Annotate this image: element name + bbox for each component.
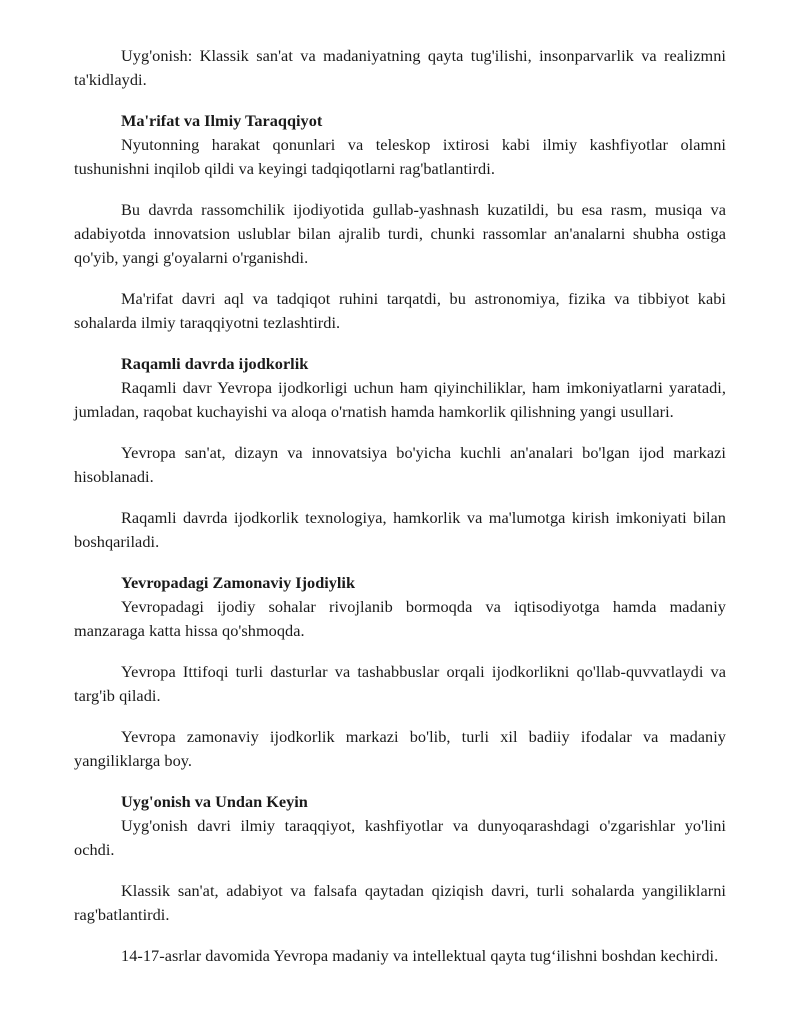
paragraph: Klassik san'at, adabiyot va falsafa qaytadan qiziqish davri, turli sohalarda yangiliklarni rag'batlantirdi. xyxy=(74,881,726,924)
intro-paragraph: Uyg'onish: Klassik san'at va madaniyatning qayta tug'ilishi, insonparvarlik va realizmni ta'kidlaydi. xyxy=(74,46,726,89)
section-marifat xyxy=(74,109,726,335)
paragraph: Yevropa Ittifoqi turli dasturlar va tashabbuslar orqali ijodkorlikni qo'llab-quvvatlaydi va targ'ib qiladi. xyxy=(74,662,726,705)
document-page xyxy=(74,44,726,985)
paragraph: Yevropa zamonaviy ijodkorlik markazi bo'lib, turli xil badiiy ifodalar va madaniy yangiliklarga boy. xyxy=(74,727,726,770)
section-heading: Uyg'onish va Undan Keyin xyxy=(121,792,308,811)
paragraph: Nyutonning harakat qonunlari va teleskop ixtirosi kabi ilmiy kashfiyotlar olamni tushunishni inqilob qildi va keyingi tadqiqotlarni rag'batlantirdi. xyxy=(74,135,726,178)
paragraph: Yevropadagi ijodiy sohalar rivojlanib bormoqda va iqtisodiyotga hamda madaniy manzaraga katta hissa qo'shmoqda. xyxy=(74,597,726,640)
section-raqamli xyxy=(74,352,726,554)
section-uygonish xyxy=(74,790,726,968)
paragraph: 14-17-asrlar davomida Yevropa madaniy va intellektual qayta tug‘ilishni boshdan kechirdi. xyxy=(121,946,719,965)
section-heading: Yevropadagi Zamonaviy Ijodiylik xyxy=(121,573,356,592)
paragraph: Raqamli davr Yevropa ijodkorligi uchun ham qiyinchiliklar, ham imkoniyatlarni yaratadi, jumladan, raqobat kuchayishi va aloqa o'rnatish hamda hamkorlik qilishning yangi usullari. xyxy=(74,378,726,421)
paragraph: Raqamli davrda ijodkorlik texnologiya, hamkorlik va ma'lumotga kirish imkoniyati bilan boshqariladi. xyxy=(74,508,726,551)
paragraph: Yevropa san'at, dizayn va innovatsiya bo'yicha kuchli an'analari bo'lgan ijod markazi hisoblanadi. xyxy=(74,443,726,486)
section-heading: Raqamli davrda ijodkorlik xyxy=(121,354,309,373)
paragraph: Ma'rifat davri aql va tadqiqot ruhini tarqatdi, bu astronomiya, fizika va tibbiyot kabi sohalarda ilmiy taraqqiyotni tezlashtirdi. xyxy=(74,289,726,332)
section-heading: Ma'rifat va Ilmiy Taraqqiyot xyxy=(121,111,323,130)
section-zamonaviy xyxy=(74,571,726,773)
paragraph: Bu davrda rassomchilik ijodiyotida gullab-yashnash kuzatildi, bu esa rasm, musiqa va adabiyotda innovatsion uslublar bilan ajralib turdi, chunki rassomlar an'analarni shubha ostiga qo'yib, yangi g'oyalarni o'rganishdi. xyxy=(74,200,726,267)
paragraph: Uyg'onish davri ilmiy taraqqiyot, kashfiyotlar va dunyoqarashdagi o'zgarishlar yo'lini ochdi. xyxy=(74,816,726,859)
